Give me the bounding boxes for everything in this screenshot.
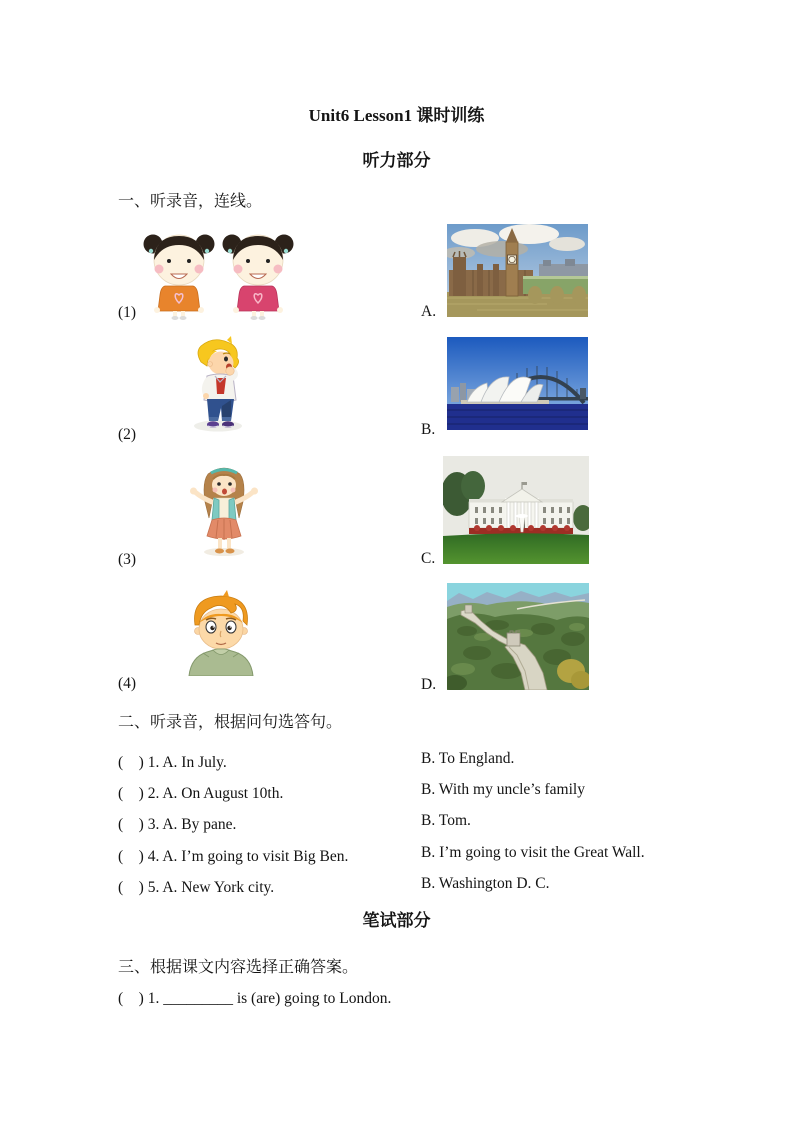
- section3-heading: 三、根据课文内容选择正确答案。: [118, 959, 359, 976]
- match-item-number-3: (3): [118, 551, 137, 568]
- match-option-letter-c: C.: [421, 550, 436, 567]
- match-option-letter-a: A.: [421, 303, 437, 320]
- s2-q3-option-a: ( ) 3. A. By pane.: [118, 816, 237, 833]
- s2-q5-option-a: ( ) 5. A. New York city.: [118, 879, 275, 896]
- s2-q1-option-b: B. To England.: [421, 750, 515, 767]
- blond-boy-illustration: [183, 336, 253, 432]
- section1-heading: 一、听录音，连线。: [118, 193, 263, 210]
- match-item-number-4: (4): [118, 675, 137, 692]
- written-part-header: 笔试部分: [362, 911, 431, 930]
- orange-hair-boy-illustration: [183, 589, 259, 676]
- s2-q5-option-b: B. Washington D. C.: [421, 875, 550, 892]
- page-title: Unit6 Lesson1 课时训练: [308, 106, 485, 125]
- sydney-opera-house-photo: [447, 337, 588, 430]
- match-item-number-2: (2): [118, 426, 137, 443]
- s2-q4-option-a: ( ) 4. A. I’m going to visit Big Ben.: [118, 848, 349, 865]
- big-ben-london-photo: [447, 224, 588, 317]
- s2-q2-option-b: B. With my uncle’s family: [421, 781, 585, 798]
- match-option-letter-d: D.: [421, 676, 437, 693]
- white-house-photo: [443, 456, 589, 564]
- s2-q2-option-a: ( ) 2. A. On August 10th.: [118, 785, 284, 802]
- great-wall-photo: [447, 583, 589, 690]
- s3-q1-text: ( ) 1. _________ is (are) going to London.: [118, 990, 392, 1007]
- s2-q3-option-b: B. Tom.: [421, 812, 471, 829]
- girl-arms-out-illustration: [186, 458, 262, 556]
- match-option-letter-b: B.: [421, 421, 436, 438]
- listening-part-header: 听力部分: [362, 151, 431, 170]
- match-item-number-1: (1): [118, 304, 137, 321]
- section2-heading: 二、听录音，根据问句选答句。: [118, 714, 343, 731]
- s2-q1-option-a: ( ) 1. A. In July.: [118, 754, 227, 771]
- s2-q4-option-b: B. I’m going to visit the Great Wall.: [421, 844, 645, 861]
- twin-girls-illustration: [142, 225, 295, 320]
